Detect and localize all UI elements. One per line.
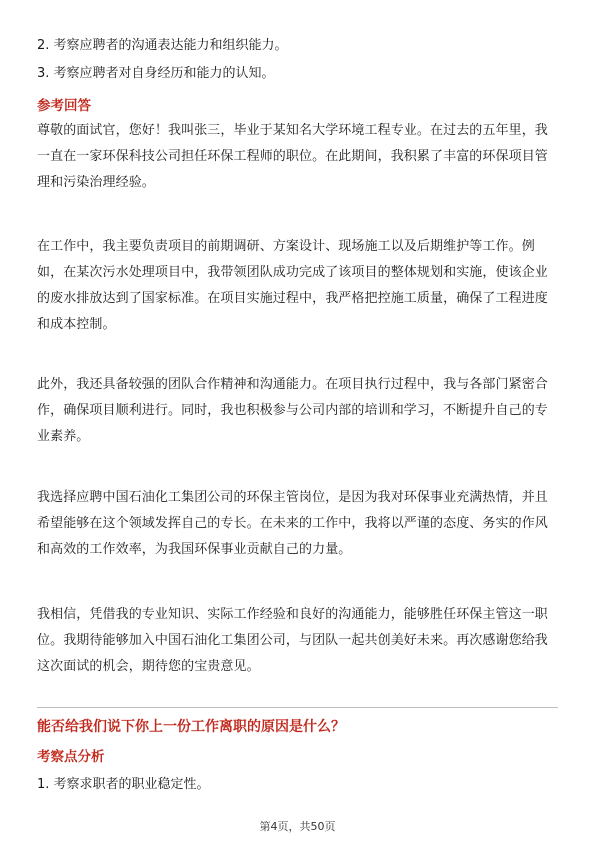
answer-paragraph: 我相信，凭借我的专业知识、实际工作经验和良好的沟通能力，能够胜任环保主管这一职位。我期待能够加入中国石油化工集团公司，与团队一起共创美好未来。再次感谢您给我这次面试的机会，期待您的宝贵意见。 bbox=[37, 607, 548, 674]
analysis-heading: 考察点分析 bbox=[37, 749, 105, 765]
answer-heading: 参考回答 bbox=[37, 98, 91, 114]
analysis-item: 1. 考察求职者的职业稳定性。 bbox=[37, 777, 210, 792]
answer-paragraph: 我选择应聘中国石油化工集团公司的环保主管岗位，是因为我对环保事业充满热情，并且希望能够在这个领域发挥自己的专长。在未来的工作中，我将以严谨的态度、务实的作风和高效的工作效率，为我国环保事业贡献自己的力量。 bbox=[37, 490, 548, 557]
list-item: 2. 考察应聘者的沟通表达能力和组织能力。 bbox=[37, 38, 288, 53]
page-number: 第4页，共50页 bbox=[259, 820, 336, 833]
list-item: 3. 考察应聘者对自身经历和能力的认知。 bbox=[37, 66, 275, 81]
answer-paragraph: 尊敬的面试官，您好！我叫张三，毕业于某知名大学环境工程专业。在过去的五年里，我一直在一家环保科技公司担任环保工程师的职位。在此期间，我积累了丰富的环保项目管理和污染治理经验。 bbox=[37, 123, 548, 190]
answer-paragraph: 在工作中，我主要负责项目的前期调研、方案设计、现场施工以及后期维护等工作。例如，在某次污水处理项目中，我带领团队成功完成了该项目的整体规划和实施，使该企业的废水排放达到了国家标准。在项目实施过程中，我严格把控施工质量，确保了工程进度和成本控制。 bbox=[37, 239, 548, 332]
question-title: 能否给我们说下你上一份工作离职的原因是什么？ bbox=[37, 719, 345, 735]
section-divider bbox=[37, 707, 558, 708]
answer-paragraph: 此外，我还具备较强的团队合作精神和沟通能力。在项目执行过程中，我与各部门紧密合作，确保项目顺利进行。同时，我也积极参与公司内部的培训和学习，不断提升自己的专业素养。 bbox=[37, 377, 548, 444]
